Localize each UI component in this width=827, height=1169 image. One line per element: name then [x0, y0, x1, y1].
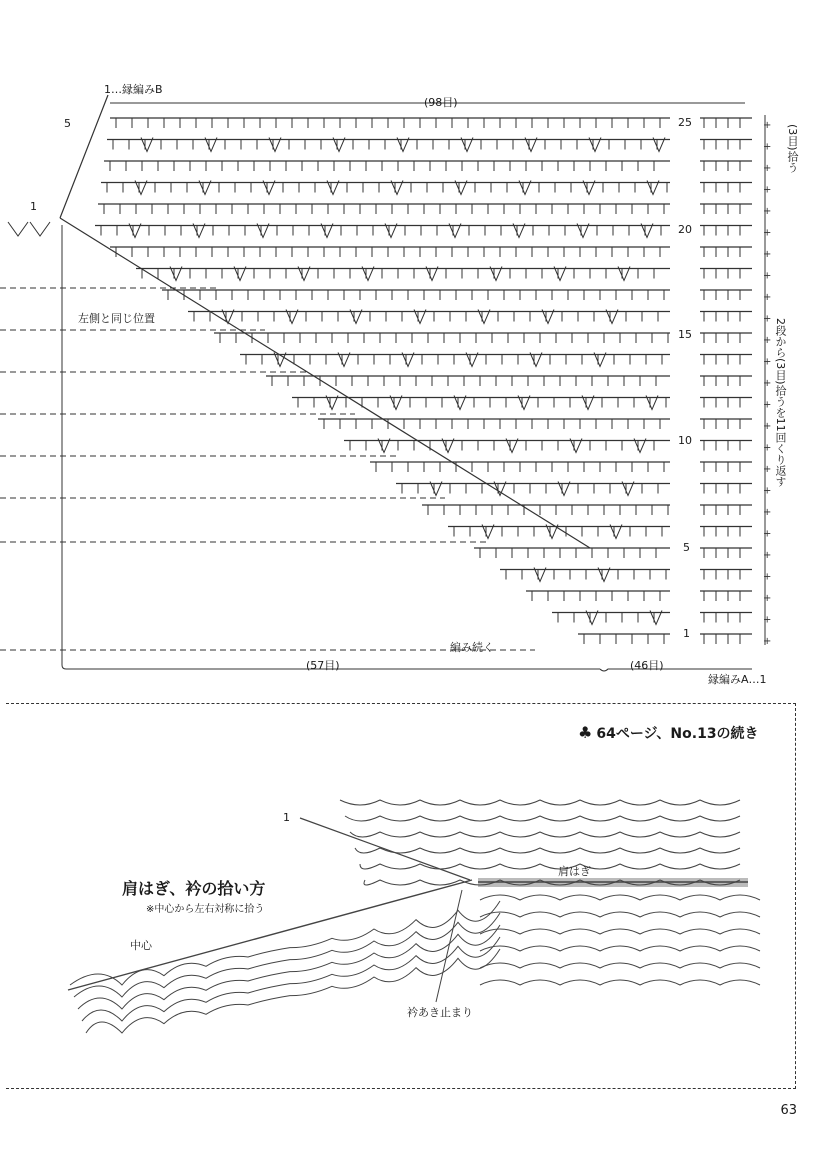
row-mark-1: 1 [683, 627, 690, 640]
pick-3-label: (3目)拾う [786, 124, 799, 173]
row-mark-20: 20 [678, 223, 692, 236]
shoulder-seam-label: 肩はぎ [558, 865, 591, 878]
plus-mark: + [763, 313, 772, 325]
plus-mark: + [763, 249, 772, 260]
collar-stop-label: 衿あき止まり [407, 1006, 473, 1019]
plus-mark: + [763, 399, 772, 411]
plus-mark: + [763, 141, 772, 153]
lower-lace-row [480, 946, 760, 951]
plus-mark: + [763, 571, 772, 583]
row-1-sub: 1 [283, 811, 290, 824]
plus-mark: + [763, 593, 772, 604]
lower-lace-row [480, 912, 760, 917]
row-mark-10: 10 [678, 434, 692, 447]
lower-lace-row [480, 963, 760, 968]
plus-mark: + [763, 356, 772, 368]
row1-line [300, 818, 470, 880]
symmetry-note: ※中心から左右対称に拾う [146, 904, 265, 915]
plus-mark: + [763, 120, 772, 131]
border-a-label: 縁編みA…1 [708, 673, 767, 686]
plus-mark: + [763, 550, 772, 561]
plus-mark: + [763, 163, 772, 174]
row-mark-15: 15 [678, 328, 692, 341]
plus-mark: + [763, 292, 772, 303]
continuation-title-text: 64ページ、No.13の続き [596, 726, 759, 742]
upper-lace-row [340, 800, 740, 805]
row-1-left: 1 [30, 200, 37, 213]
plus-mark: + [763, 421, 772, 432]
row-mark-25: 25 [678, 116, 692, 129]
row-mark-5: 5 [683, 541, 690, 554]
plus-mark: + [763, 270, 772, 282]
plus-mark: + [763, 184, 772, 196]
page-number: 63 [780, 1103, 797, 1118]
plus-mark: + [763, 636, 772, 647]
repeat-note: 2段から(3目)拾うを11回くり返す [774, 318, 787, 487]
plus-mark: + [763, 528, 772, 540]
border-b-label: 1…縁編みB [104, 83, 163, 96]
lower-lace-row [480, 980, 760, 985]
bottom-right-count: (46目) [630, 659, 664, 672]
plus-mark: + [763, 442, 772, 454]
upper-lace-row [355, 848, 740, 853]
upper-lace-row [360, 864, 740, 869]
plus-mark: + [763, 614, 772, 626]
lower-lace-row [480, 895, 760, 900]
plus-mark: + [763, 206, 772, 217]
continue-label: 編み続く [450, 641, 494, 654]
same-position-label: 左側と同じ位置 [78, 312, 155, 325]
plus-mark: + [763, 227, 772, 239]
upper-lace-row [345, 816, 740, 821]
plus-mark: + [763, 335, 772, 346]
collar-lace-row [86, 949, 500, 1033]
collar-lace-row [78, 925, 500, 1009]
shoulder-collar-heading: 肩はぎ、衿の拾い方 [122, 879, 266, 898]
club-icon: ♣ [578, 723, 593, 742]
plus-mark: + [763, 485, 772, 497]
top-stitch-count: (98目) [424, 96, 458, 109]
upper-lace-row [350, 832, 740, 837]
row-5-left: 5 [64, 117, 71, 130]
plus-mark: + [763, 507, 772, 518]
center-label: 中心 [130, 939, 152, 952]
lower-lace-row [480, 929, 760, 934]
plus-mark: + [763, 464, 772, 475]
bottom-left-count: (57目) [306, 659, 340, 672]
plus-mark: + [763, 378, 772, 389]
